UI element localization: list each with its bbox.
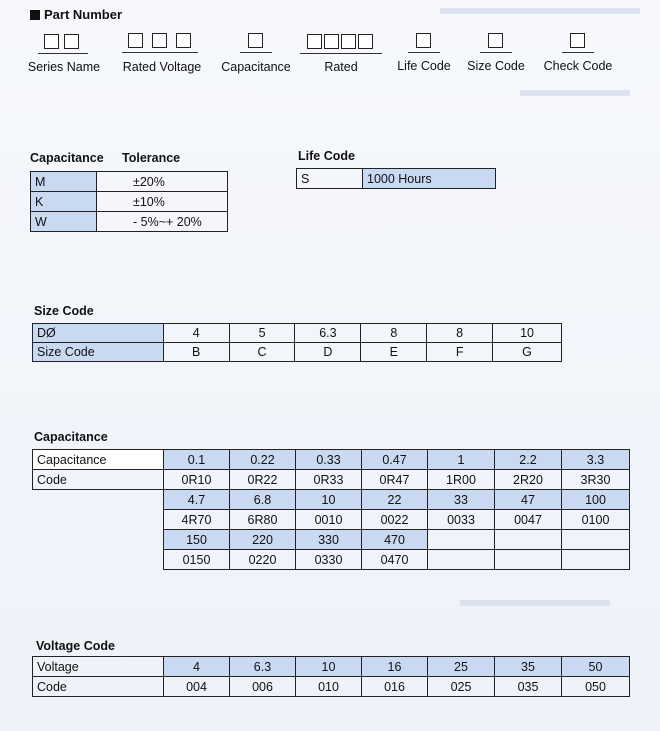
capacitance-value-cell: 150 [164,530,230,550]
tolerance-code-cell: W [31,212,97,232]
code-box [358,34,373,49]
table-row [31,192,228,212]
rated-voltage-label: Rated Voltage [122,60,202,74]
diameter-cell: 6.3 [295,324,361,343]
capacitance-code-cell: 0150 [164,550,230,570]
underline [480,52,512,53]
code-box [324,34,339,49]
background-ghost-text [520,90,630,104]
code-box [176,33,191,48]
tolerance-code-cell: M [31,172,97,192]
capacitance-value-cell: 0.33 [296,450,362,470]
table-row [33,657,630,677]
code-box [128,33,143,48]
capacitance-value-cell [562,530,630,550]
table-row [33,450,630,470]
voltage-cell: 10 [296,657,362,677]
code-box [416,33,431,48]
capacitance-value-cell: 0.47 [362,450,428,470]
capacitance-code-cell: 0330 [296,550,362,570]
capacitance-code-title: Capacitance [34,430,108,444]
life-hours-cell: 1000 Hours [363,169,496,189]
capacitance-code-cell: 0220 [230,550,296,570]
voltage-cell: 4 [164,657,230,677]
diameter-cell: 10 [493,324,562,343]
voltage-code-cell: 004 [164,677,230,697]
capacitance-value-cell: 3.3 [562,450,630,470]
capacitance-code-cell [428,550,495,570]
code-box [488,33,503,48]
code-box [570,33,585,48]
tolerance-code-cell: K [31,192,97,212]
capacitance-value-cell: 33 [428,490,495,510]
underline [408,52,440,53]
table-row [33,677,630,697]
code-box [64,34,79,49]
code-box [248,33,263,48]
code-box [152,33,167,48]
capacitance-code-table [32,449,630,570]
table-row [33,510,630,530]
capacitance-code-cell: 0R10 [164,470,230,490]
capacitance-value-cell [428,530,495,550]
size-code-label: Size Code [467,59,525,73]
voltage-code-cell: 016 [362,677,428,697]
tolerance-table [30,171,228,232]
capacitance-value-cell: 22 [362,490,428,510]
background-ghost-text [460,600,610,614]
table-row [33,324,562,343]
bullet-square-icon [30,10,40,20]
underline [240,52,272,53]
size-code-cell: B [163,343,229,362]
life-code-label: Life Code [397,59,451,73]
size-row-label: DØ [33,324,164,343]
tolerance-value-cell: ±10% [97,192,228,212]
voltage-cell: 16 [362,657,428,677]
capacitance-value-cell: 0.1 [164,450,230,470]
check-code-label: Check Code [543,59,613,73]
capacitance-code-cell: 0R47 [362,470,428,490]
life-code-table [296,168,496,189]
voltage-row-label: Voltage [33,657,164,677]
capacitance-code-cell: 2R20 [495,470,562,490]
diameter-cell: 8 [361,324,427,343]
capacitance-value-cell: 220 [230,530,296,550]
tolerance-col1-header: Capacitance [30,151,104,165]
tolerance-value-cell: ±20% [97,172,228,192]
series-name-label: Series Name [27,60,101,74]
capacitance-code-cell: 0100 [562,510,630,530]
capacitance-value-cell: 10 [296,490,362,510]
size-code-cell: F [427,343,493,362]
size-code-table [32,323,562,362]
voltage-cell: 50 [562,657,630,677]
blank-cell [33,490,164,510]
code-box [341,34,356,49]
capacitance-value-cell: 330 [296,530,362,550]
size-row-label: Size Code [33,343,164,362]
capacitance-value-cell: 0.22 [230,450,296,470]
capacitance-row-label: Capacitance [33,450,164,470]
tolerance-col2-header: Tolerance [122,151,181,165]
diameter-cell: 5 [229,324,295,343]
blank-cell [33,510,164,530]
size-code-cell: G [493,343,562,362]
capacitance-value-cell: 6.8 [230,490,296,510]
capacitance-code-cell: 0470 [362,550,428,570]
capacitance-code-cell: 0047 [495,510,562,530]
voltage-code-cell: 010 [296,677,362,697]
capacitance-value-cell: 4.7 [164,490,230,510]
capacitance-value-cell: 47 [495,490,562,510]
tolerance-value-cell: - 5%~+ 20% [97,212,228,232]
underline [122,52,198,53]
capacitance-value-cell [495,530,562,550]
voltage-code-table [32,656,630,697]
table-row [33,490,630,510]
voltage-code-cell: 006 [230,677,296,697]
capacitance-code-cell: 0R33 [296,470,362,490]
voltage-row-label: Code [33,677,164,697]
code-box [307,34,322,49]
table-row [297,169,496,189]
voltage-code-cell: 050 [562,677,630,697]
size-code-cell: E [361,343,427,362]
table-row [33,530,630,550]
life-code-title: Life Code [298,149,355,163]
capacitance-value-cell: 2.2 [495,450,562,470]
underline [38,53,88,54]
part-number-title: Part Number [44,7,123,22]
rated-label: Rated [324,60,358,74]
background-ghost-text [440,8,640,22]
underline [300,53,382,54]
life-code-cell: S [297,169,363,189]
capacitance-code-cell: 3R30 [562,470,630,490]
capacitance-row-label: Code [33,470,164,490]
capacitance-code-cell: 1R00 [428,470,495,490]
size-code-cell: D [295,343,361,362]
table-row [33,470,630,490]
capacitance-value-cell: 1 [428,450,495,470]
voltage-cell: 6.3 [230,657,296,677]
table-row [33,550,630,570]
size-code-title: Size Code [34,304,94,318]
blank-cell [33,530,164,550]
table-row [31,172,228,192]
capacitance-code-cell: 0010 [296,510,362,530]
voltage-code-title: Voltage Code [36,639,115,653]
underline [562,52,594,53]
capacitance-code-cell [562,550,630,570]
voltage-code-cell: 035 [495,677,562,697]
diameter-cell: 4 [163,324,229,343]
blank-cell [33,550,164,570]
table-row [31,212,228,232]
voltage-cell: 35 [495,657,562,677]
capacitance-value-cell: 470 [362,530,428,550]
table-row [33,343,562,362]
code-box [44,34,59,49]
capacitance-code-cell: 4R70 [164,510,230,530]
capacitance-code-cell: 0022 [362,510,428,530]
voltage-code-cell: 025 [428,677,495,697]
capacitance-label: Capacitance [221,60,291,74]
capacitance-code-cell [495,550,562,570]
voltage-cell: 25 [428,657,495,677]
capacitance-code-cell: 6R80 [230,510,296,530]
capacitance-code-cell: 0R22 [230,470,296,490]
capacitance-value-cell: 100 [562,490,630,510]
diameter-cell: 8 [427,324,493,343]
size-code-cell: C [229,343,295,362]
capacitance-code-cell: 0033 [428,510,495,530]
